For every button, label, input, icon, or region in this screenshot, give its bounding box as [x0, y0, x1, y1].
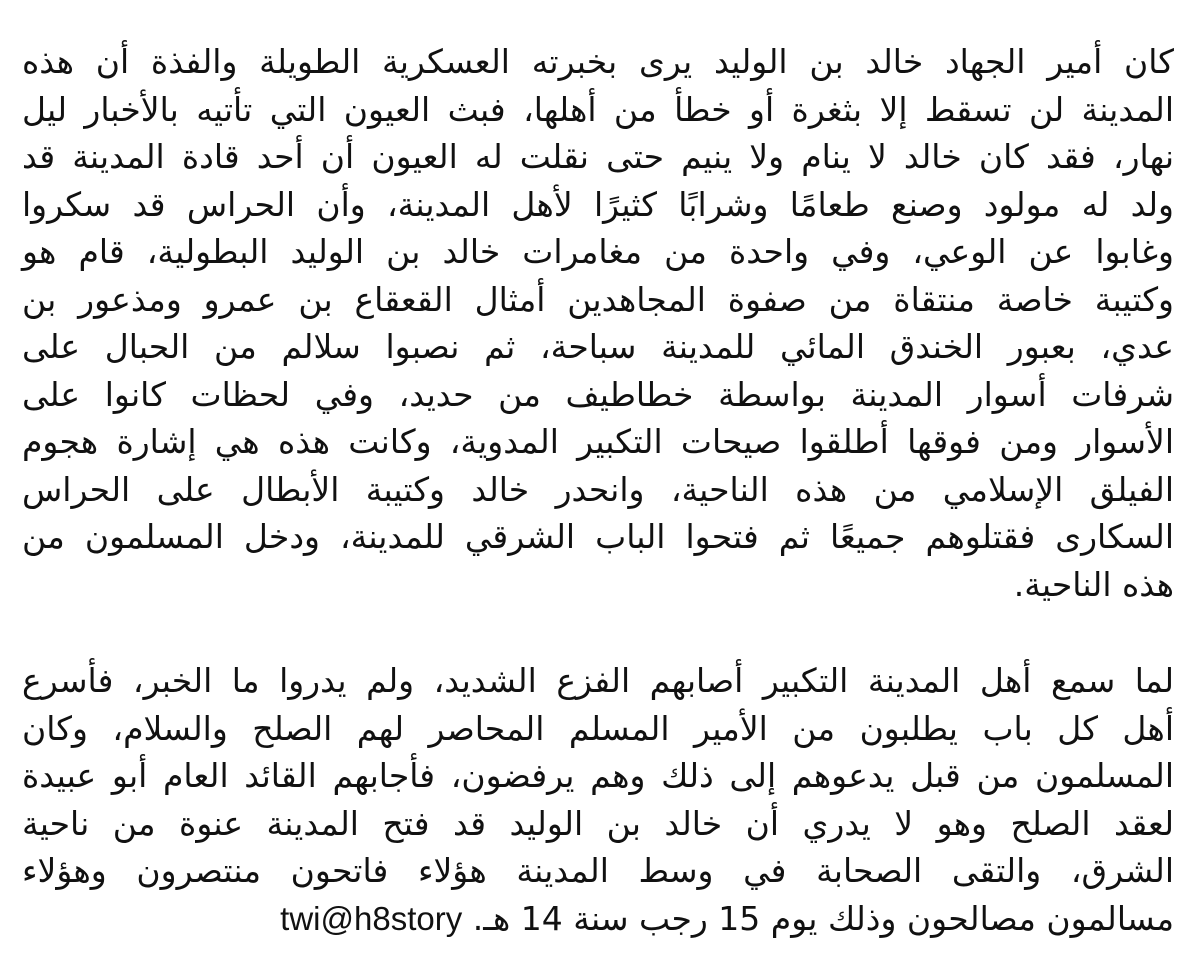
text-line: الشرق، والتقى الصحابة في وسط المدينة هؤلاء فاتحون منتصرون وهؤلاء — [22, 851, 1174, 890]
text-line: عدي، بعبور الخندق المائي للمدينة سباحة، ثم نصبوا سلالم من الحبال على — [22, 327, 1174, 366]
text-line: المسلمون من قبل يدعوهم إلى ذلك وهم يرفضون، فأجابهم القائد العام أبو عبيدة — [22, 756, 1174, 795]
final-line — [22, 895, 1174, 943]
text-line: هذه الناحية. — [1013, 564, 1174, 604]
final-line-text: مسالمون مصالحون وذلك يوم 15 رجب سنة 14 هـ. — [472, 898, 1174, 938]
text-line: نهار، فقد كان خالد لا ينام ولا ينيم حتى نقلت له العيون أن أحد قادة المدينة قد — [22, 137, 1174, 176]
text-line: وغابوا عن الوعي، وفي واحدة من مغامرات خالد بن الوليد البطولية، قام هو — [22, 232, 1174, 271]
text-line: السكارى فقتلوهم جميعًا ثم فتحوا الباب الشرقي للمدينة، ودخل المسلمون من — [22, 517, 1174, 556]
text-line: وكتيبة خاصة منتقاة من صفوة المجاهدين أمثال القعقاع بن عمرو ومذعور بن — [22, 279, 1174, 319]
text-line: الأسوار ومن فوقها أطلقوا صيحات التكبير المدوية، وكانت هذه هي إشارة هجوم — [22, 422, 1174, 461]
article-body — [22, 38, 1174, 942]
text-line: كان أمير الجهاد خالد بن الوليد يرى بخبرته العسكرية الطويلة والفذة أن هذه — [22, 42, 1174, 81]
text-line: لما سمع أهل المدينة التكبير أصابهم الفزع الشديد، ولم يدروا ما الخبر، فأسرع — [22, 661, 1174, 700]
text-line: شرفات أسوار المدينة بواسطة خطاطيف من حديد، وفي لحظات كانوا على — [22, 374, 1174, 414]
text-line: المدينة لن تسقط إلا بثغرة أو خطأ من أهلها، فبث العيون التي تأتيه بالأخبار ليل — [22, 89, 1174, 129]
paragraph-1 — [22, 38, 1174, 608]
text-line: أهل كل باب يطلبون من الأمير المسلم المحاصر لهم الصلح والسلام، وكان — [22, 708, 1174, 748]
paragraph-2 — [22, 657, 1174, 942]
paragraph-gap — [22, 608, 1174, 657]
text-line: الفيلق الإسلامي من هذه الناحية، وانحدر خالد وكتيبة الأبطال على الحراس — [22, 469, 1174, 509]
text-line: لعقد الصلح وهو لا يدري أن خالد بن الوليد قد فتح المدينة عنوة من ناحية — [22, 803, 1174, 843]
text-line: ولد له مولود وصنع طعامًا وشرابًا كثيرًا لأهل المدينة، وأن الحراس قد سكروا — [22, 184, 1174, 224]
author-handle: twi@h8story — [280, 899, 463, 937]
